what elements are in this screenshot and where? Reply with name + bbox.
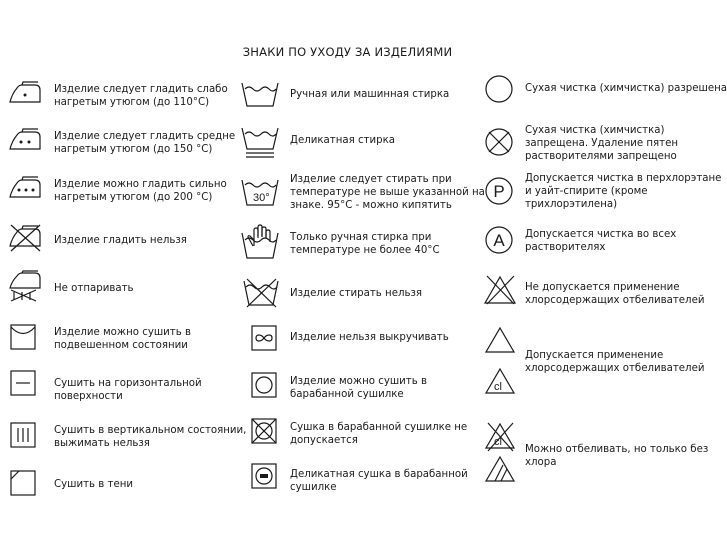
care-label-line: Можно отбеливать, но только без <box>525 444 709 455</box>
care-label-line: Деликатная сушка в барабанной <box>290 469 468 480</box>
care-label-line: нагретым утюгом (до 150 °С) <box>54 144 213 155</box>
care-label-line: нагретым утюгом (до 200 °С) <box>54 192 213 203</box>
dry-clean-p-icon <box>484 176 514 206</box>
care-label-line: температуре не более 40°С <box>290 245 440 256</box>
p-letter: P <box>493 182 505 201</box>
dry-in-shade-icon <box>10 470 36 496</box>
care-label-line: Ручная или машинная стирка <box>290 89 450 100</box>
non-chlorine-bleach-icon <box>484 455 516 483</box>
bleach-icon <box>484 326 516 354</box>
bleach-chlorine-icon <box>484 367 516 395</box>
care-label-line: подвешенном состоянии <box>54 340 188 351</box>
care-label-line: выжимать нельзя <box>54 438 150 449</box>
care-label-line: барабанной сушилке <box>290 389 404 400</box>
care-label-line: Деликатная стирка <box>290 135 395 146</box>
do-not-bleach-icon <box>483 275 517 305</box>
care-label-line: Сушить в тени <box>54 479 133 490</box>
cl-text: cl <box>494 381 502 393</box>
drip-dry-icon <box>10 422 36 448</box>
care-label-line: Сушить в вертикальном состоянии, <box>54 425 247 436</box>
temperature-text: 30° <box>253 192 270 204</box>
care-label-line: трихлорэтилена) <box>525 199 618 210</box>
do-not-dry-clean-icon <box>484 127 514 157</box>
care-label-line: Изделие следует гладить средне <box>54 131 236 142</box>
care-label-line: Изделие нельзя выкручивать <box>290 332 449 343</box>
care-label-line: Не допускается применение <box>525 282 680 293</box>
care-label-line: Сухая чистка (химчистка) разрешена <box>525 83 727 94</box>
care-label-line: Сушить на горизонтальной <box>54 378 202 389</box>
care-label-line: Изделие можно гладить сильно <box>54 179 227 190</box>
iron-low-temp-icon <box>8 80 42 104</box>
care-label-line: Сушка в барабанной сушилке не <box>290 422 468 433</box>
care-label-line: хлора <box>525 457 557 468</box>
care-label-line: растворителях <box>525 242 606 253</box>
do-not-wash-icon <box>243 278 279 308</box>
care-label-line: Сухая чистка (химчистка) <box>525 125 665 136</box>
care-label-line: Изделие можно сушить в <box>290 376 427 387</box>
care-label-line: нагретым утюгом (до 110°С) <box>54 97 210 108</box>
iron-medium-temp-icon <box>8 127 42 151</box>
care-label-line: Изделие гладить нельзя <box>54 235 187 246</box>
page-title: ЗНАКИ ПО УХОДУ ЗА ИЗДЕЛИЯМИ <box>242 45 453 59</box>
care-label-line: и уайт-спирите (кроме <box>525 186 648 197</box>
dry-clean-a-icon <box>484 225 514 255</box>
care-label-line: Изделие следует гладить слабо <box>54 84 228 95</box>
care-label-line: хлорсодержащих отбеливателей <box>525 363 705 374</box>
care-label-line: хлорсодержащих отбеливателей <box>525 295 705 306</box>
hand-wash-icon <box>241 224 279 260</box>
care-label-line: знаке. 95°С - можно кипятить <box>290 200 452 211</box>
care-label-line: сушилке <box>290 482 337 493</box>
do-not-iron-icon <box>8 224 42 252</box>
dry-flat-icon <box>10 370 36 396</box>
do-not-tumble-dry-icon <box>251 418 277 444</box>
no-chlorine-bleach-icon <box>484 422 516 452</box>
no-steam-icon <box>8 270 42 302</box>
delicate-tumble-dry-icon <box>251 463 277 489</box>
care-label-line: Изделие стирать нельзя <box>290 288 423 299</box>
machine-wash-icon <box>241 80 279 108</box>
a-letter: A <box>493 231 505 250</box>
care-label-line: Изделие можно сушить в <box>54 327 191 338</box>
iron-high-temp-icon <box>8 175 42 199</box>
tumble-dry-icon <box>251 372 277 398</box>
cl-text: cl <box>494 436 502 448</box>
care-label-line: температуре не выше указанной на <box>290 187 485 198</box>
delicate-wash-icon <box>241 125 279 159</box>
line-dry-icon <box>10 324 36 350</box>
care-label-line: Допускается чистка во всех <box>525 229 677 240</box>
care-label-line: Не отпаривать <box>54 283 134 294</box>
care-label-line: Допускается применение <box>525 350 664 361</box>
care-label-line: растворителями запрещено <box>525 151 677 162</box>
care-label-line: поверхности <box>54 391 123 402</box>
care-label-line: запрещена. Удаление пятен <box>525 138 679 149</box>
care-label-line: Допускается чистка в перхлорэтане <box>525 173 722 184</box>
do-not-wring-icon <box>251 325 277 351</box>
care-label-line: Только ручная стирка при <box>290 232 432 243</box>
dry-clean-icon <box>484 74 514 104</box>
wash-30-icon <box>241 177 279 207</box>
care-label-line: Изделие следует стирать при <box>290 174 452 185</box>
care-label-line: допускается <box>290 435 358 446</box>
